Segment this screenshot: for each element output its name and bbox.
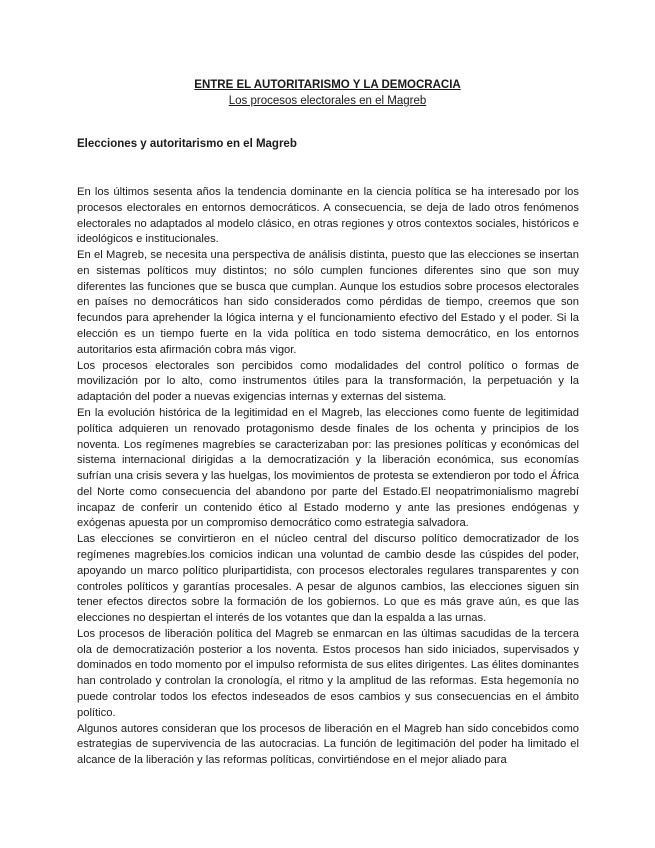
- paragraph: En el Magreb, se necesita una perspectiva de análisis distinta, puesto que las elecciones se insertan en sistemas políticos muy distintos; no sólo cumplen funciones diferentes sino que son muy diferentes las funciones que se busca que cumplan. Aunque los estudios sobre procesos electorales en países no democráticos han sido considerados como pérdidas de tiempo, creemos que son fecundos para aprehender la lógica interna y el funcionamiento efectivo del Estado y el poder. Si la elección es un tiempo fuerte en la vida política en todo sistema democrático, en los entornos autoritarios esta afirmación cobra más vigor.: [77, 249, 579, 356]
- section-heading: Elecciones y autoritarismo en el Magreb: [77, 138, 297, 150]
- document-title: ENTRE EL AUTORITARISMO Y LA DEMOCRACIA: [194, 79, 461, 91]
- paragraph: Las elecciones se convirtieron en el núcleo central del discurso político democratizador de los regímenes magrebíes.los comicios indican una voluntad de cambio desde las cúspides del poder, apoyando un marco político pluripartidista, con procesos electorales regulares transparentes y con controles políticos y garantías procesales. A pesar de algunos cambios, las elecciones siguen sin tener efectos directos sobre la formación de los gobiernos. Lo que es más grave aún, es que las elecciones no despiertan el interés de los votantes que dan la espalda a las urnas.: [77, 533, 579, 625]
- paragraph: Los procesos de liberación política del Magreb se enmarcan en las últimas sacudidas de la tercera ola de democratización posterior a los noventa. Estos procesos han sido iniciados, supervisados y dominados en todo momento por el impulso reformista de sus elites dirigentes. Las élites dominantes han controlado y controlan la cronología, el ritmo y la amplitud de las reformas. Esta hegemonía no puede controlar todos los efectos indeseados de esos cambios y sus consecuencias en el ámbito político.: [77, 627, 579, 719]
- body-text: [77, 185, 579, 769]
- paragraph: Algunos autores consideran que los procesos de liberación en el Magreb han sido concebidos como estrategias de supervivencia de las autocracias. La función de legitimación del poder ha limitado el alcance de la liberación y las reformas políticas, convirtiéndose en el mejor aliado para: [77, 722, 579, 767]
- paragraph: En la evolución histórica de la legitimidad en el Magreb, las elecciones como fuente de legitimidad política adquieren un renovado protagonismo desde finales de los ochenta y principios de los noventa. Los regímenes magrebíes se caracterizaban por: las presiones políticas y económicas del sistema internacional dirigidas a la democratización y la liberación económica, sus economías sufrían una crisis severa y las huelgas, los movimientos de protesta se extendieron por todo el África del Norte como consecuencia del abandono por parte del Estado.El neopatrimonialismo magrebí incapaz de conferir un contenido ético al Estado moderno y ante las presiones endógenas y exógenas apuesta por un compromiso democrático como estrategia salvadora.: [77, 406, 579, 530]
- paragraph: Los procesos electorales son percibidos como modalidades del control político o formas de movilización por lo alto, como instrumentos útiles para la transformación, la perpetuación y la adaptación del poder a nuevas exigencias internas y externas del sistema.: [77, 359, 579, 404]
- paragraph: En los últimos sesenta años la tendencia dominante en la ciencia política se ha interesado por los procesos electorales en entornos democráticos. A consecuencia, se deja de lado otros fenómenos electorales no adaptados al modelo clásico, en otras regiones y otros contextos sociales, históricos e ideológicos e institucionales.: [77, 186, 579, 246]
- document-subtitle: Los procesos electorales en el Magreb: [228, 95, 427, 107]
